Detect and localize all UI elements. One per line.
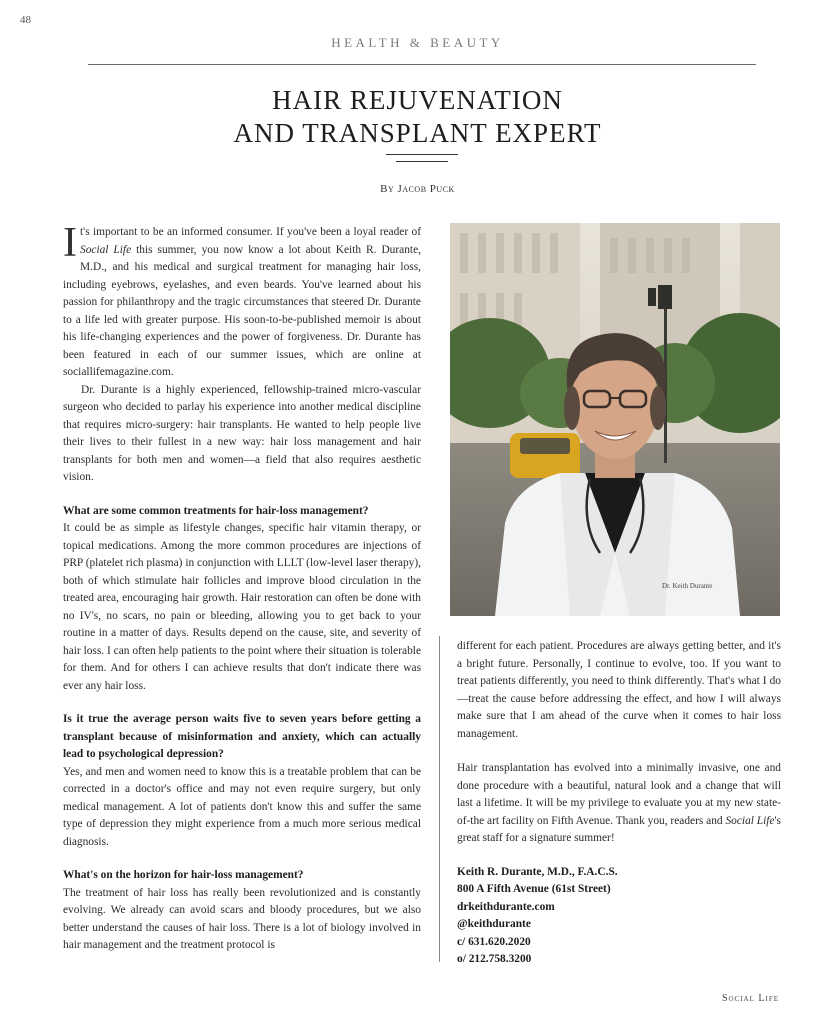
intro-paragraph-2: Dr. Durante is a highly experienced, fellowship-trained micro-vascular surgeon who decided to parlay his experience into another medical discipline that requires micro-surgery: hair transplants. He wanted to help people live their lives to their fullest in a new way: hair loss management and hair transplants for both men and women—a field that also requires aesthetic vision. [63,383,421,483]
closing-text-a: Hair transplantation has evolved into a minimally invasive, one and done procedure with a beautiful, natural look and a change that will last a lifetime. It will be my privilege to evaluate you at my new state-of-the art facility on Fifth Avenue. Thank you, readers and [457,762,781,827]
contact-block [457,864,781,969]
header-rule [88,64,756,65]
question-3: What's on the horizon for hair-loss management? [63,869,304,881]
title-line-1: HAIR REJUVENATION [272,85,563,115]
intro-text-b: this summer, you now know a lot about Keith R. Durante, M.D., and his medical and surgical treatment for managing hair loss, including eyebrows, eyelashes, and even beards. You've learned about his passion for philanthropy and the tragic circumstances that steered Dr. Durante to a life led with greater purpose. His soon-to-be-published memoir is about his life-changing experiences and the power of forgiveness. Dr. Durante has been featured in each of our summer issues, which are online at sociallifemagazine.com. [63,243,421,378]
article-title [0,84,835,150]
closing-paragraph [457,760,781,848]
right-column [457,638,781,969]
drop-cap: I [63,220,77,266]
answer-1: It could be as simple as lifestyle changes, specific hair vitamin therapy, or topical medications. Among the more common procedures are injections of PRP (platelet rich plasma) in conjunction with LLLT (low-level laser therapy), both of which stimulate hair follicles and improve blood circulation in the treated area, encouraging hair growth. Hair restoration can often be done with no IV's, no scars, no pain or bleeding, allowing you to get back to your routine in a matter of days. Results depend on the cause, site, and severity of hair loss. I can often help patients to the point where their situation is tolerable for them. And for others I can achieve results that don't indicate there was ever any hair loss. [63,522,421,692]
contact-office: o/ 212.758.3200 [457,953,532,965]
left-column [63,220,421,955]
title-divider [386,154,458,155]
contact-name: Keith R. Durante, M.D., F.A.C.S. [457,865,618,878]
contact-website: drkeithdurante.com [457,900,555,913]
answer-2: Yes, and men and women need to know this is a treatable problem that can be corrected in a doctor's office and may not even require surgery, but only medical management. A lot of patients don't know this and suffer the same type of depression they might experience from a much more serious medical diagnosis. [63,765,421,848]
question-2: Is it true the average person waits five to seven years before getting a transplant because of misinformation and anxiety, which can actually lead to psychological depression? [63,713,421,760]
column-divider [439,636,440,962]
magazine-name: Social Life [80,243,132,256]
closing-text-b: 's great staff for a signature summer! [457,814,781,844]
contact-address: 800 A Fifth Avenue (61st Street) [457,883,611,895]
contact-handle: @keithdurante [457,918,531,930]
contact-cell: c/ 631.620.2020 [457,935,531,948]
question-1: What are some common treatments for hair-loss management? [63,504,369,517]
intro-paragraph [63,220,421,382]
answer-3-part-2: different for each patient. Procedures are always getting better, and it's a bright future. Personally, I continue to evolve, too. If you want to treat patients differently, you need to think differently. That's what I do—treat the cause before addressing the effect, and how I will always make sure that I am ahead of the curve when it comes to hair loss management. [457,640,781,740]
portrait-photo [450,223,780,616]
title-divider-short [396,161,448,162]
page-number: 48 [20,14,31,26]
closing-magazine-name: Social Life [725,814,775,827]
section-header: HEALTH & BEAUTY [331,35,504,50]
coat-label: Dr. Keith Durante [662,582,713,590]
footer-magazine-name: Social Life [721,993,779,1004]
answer-3-part-1: The treatment of hair loss has really been revolutionized and is constantly evolving. We already can avoid scars and bloody procedures, but we also better understand the causes of hair loss. There is a lot of biology involved in hair management and the treatment protocol is [63,886,421,951]
byline: By Jacob Puck [380,183,455,195]
title-line-2: AND TRANSPLANT EXPERT [233,118,602,148]
portrait-illustration [450,223,780,616]
intro-text-a: t's important to be an informed consumer. If you've been a loyal reader of [80,226,421,238]
